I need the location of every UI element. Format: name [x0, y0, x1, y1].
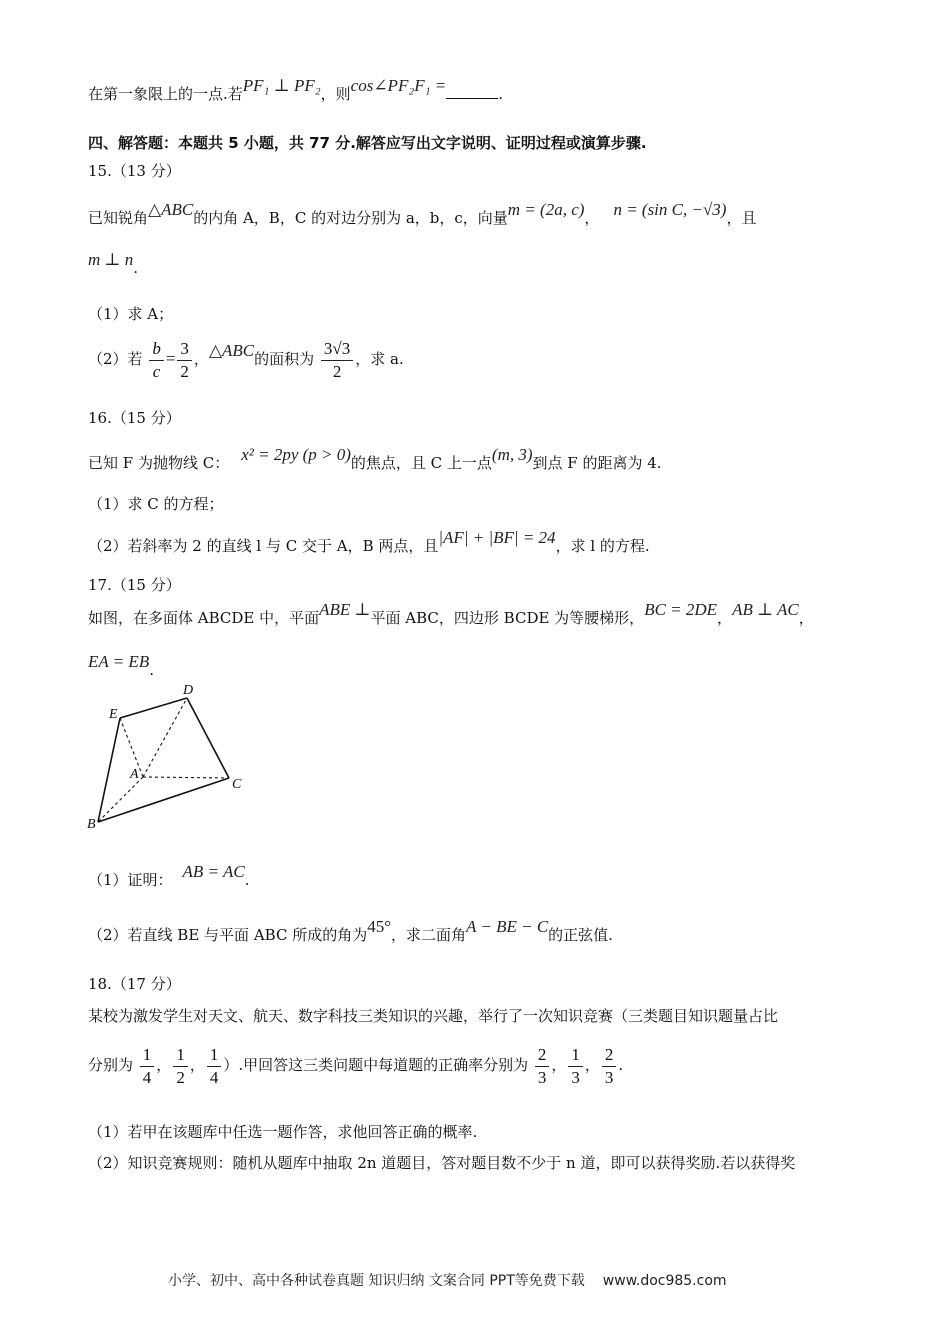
math-expr: PF₁ ⊥ PF₂: [242, 76, 321, 95]
edge-ED: [120, 698, 187, 718]
numerator: 1: [568, 1044, 583, 1067]
text: .: [244, 871, 250, 889]
math-expr: cos∠PF₂F₁ =: [350, 76, 447, 95]
text: ，则: [320, 85, 351, 103]
text: 已知 F 为抛物线 C：: [88, 454, 230, 472]
denominator: 4: [209, 1067, 219, 1087]
vertex-label-B: B: [87, 817, 96, 830]
denominator: 4: [142, 1067, 152, 1087]
text: （2）若斜率为 2 的直线 l 与 C 交于 A，B 两点，且: [88, 537, 439, 555]
edge-AC: [143, 777, 229, 778]
text: ，: [798, 609, 814, 627]
text: （2）若: [88, 350, 143, 368]
denominator: 2: [332, 361, 342, 381]
text: 如图，在多面体 ABCDE 中，平面: [88, 609, 320, 627]
math-expr: AB = AC: [182, 862, 245, 881]
numerator: b: [149, 338, 164, 361]
footer-text: 小学、初中、高中各种试卷真题 知识归纳 文案合同 PPT等免费下载: [168, 1273, 585, 1289]
text: ，: [551, 1056, 567, 1074]
math-expr: |AF| + |BF| = 24: [438, 528, 556, 547]
numerator: 3: [177, 338, 192, 361]
text: 到点 F 的距离为 4.: [532, 454, 662, 472]
text: ，: [193, 350, 209, 368]
question-header: 17.（15 分）: [88, 576, 181, 594]
text: ，: [189, 1056, 205, 1074]
math-expr: n = (sin C, −√3): [613, 200, 727, 219]
math-expr: m ⊥ n: [88, 250, 134, 269]
text: 的面积为: [254, 350, 315, 368]
fraction: [207, 1044, 222, 1089]
sub-question: [88, 528, 650, 556]
fraction: [535, 1044, 550, 1089]
text: ，求 a.: [355, 350, 404, 368]
math-expr: A − BE − C: [466, 917, 549, 936]
text: 在第一象限上的一点.若: [88, 85, 243, 103]
fraction: [177, 338, 192, 383]
text: 已知锐角: [88, 209, 149, 227]
vertex-label-A: A: [130, 767, 139, 782]
numerator: 1: [173, 1044, 188, 1067]
page-footer: [168, 1270, 727, 1290]
text: ，求 l 的方程.: [555, 537, 650, 555]
hidden-edges: [98, 698, 229, 822]
text: .: [133, 259, 139, 277]
denominator: 3: [571, 1067, 580, 1087]
vertex-label-D: D: [183, 683, 194, 698]
math-expr: =: [165, 349, 176, 368]
denominator: 3: [604, 1067, 614, 1087]
fraction: [173, 1044, 188, 1089]
denominator: c: [152, 361, 161, 381]
text: （2）若直线 BE 与平面 ABC 所成的角为: [88, 926, 368, 944]
question-header: 15.（13 分）: [88, 162, 181, 180]
text: ，: [156, 1056, 172, 1074]
fraction: [140, 1044, 155, 1089]
numerator: 1: [207, 1044, 222, 1067]
question-text: [88, 1042, 623, 1089]
text-line: [88, 76, 504, 104]
numerator: 2: [602, 1044, 617, 1067]
text: （1）证明：: [88, 871, 173, 889]
denominator: 3: [537, 1067, 547, 1087]
text: ，: [584, 209, 600, 227]
math-expr: (m, 3): [491, 445, 533, 464]
question-text: [88, 652, 154, 680]
edge-DC: [187, 698, 229, 778]
text: ）.甲回答这三类问题中每道题的正确率分别为: [223, 1056, 529, 1074]
fraction: [602, 1044, 617, 1089]
math-expr: AB ⊥ AC: [732, 600, 799, 619]
text: 平面 ABC，四边形 BCDE 为等腰梯形，: [370, 609, 645, 627]
math-expr: ABE ⊥: [319, 600, 371, 619]
sub-question: [88, 336, 404, 383]
vertex-label-C: C: [232, 777, 242, 792]
section-heading: 四、解答题：本题共 5 小题，共 77 分.解答应写出文字说明、证明过程或演算步骤.: [88, 134, 647, 152]
question-text: [88, 200, 757, 228]
text: .: [149, 661, 154, 679]
fraction: [568, 1044, 583, 1089]
text: .: [498, 85, 504, 103]
numerator: 1: [140, 1044, 155, 1067]
question-header: 18.（17 分）: [88, 975, 181, 993]
polyhedron-figure: [84, 680, 254, 830]
solid-edges: [98, 698, 229, 822]
math-expr: x² = 2py (p > 0): [241, 445, 351, 464]
math-expr: △ABC: [208, 341, 255, 360]
sub-question: （1）若甲在该题库中任选一题作答，求他回答正确的概率.: [88, 1123, 478, 1141]
edge-CB: [98, 778, 229, 822]
question-text: [88, 600, 814, 628]
question-text: [88, 250, 139, 278]
text: 分别为: [88, 1056, 134, 1074]
fraction: [321, 338, 353, 383]
question-text: [88, 445, 662, 473]
sub-question: [88, 862, 250, 890]
fraction: [149, 338, 164, 383]
question-header: 16.（15 分）: [88, 409, 181, 427]
sub-question: （1）求 C 的方程；: [88, 495, 224, 513]
math-expr: BC = 2DE: [644, 600, 718, 619]
edge-BE: [98, 718, 120, 822]
denominator: 2: [176, 1067, 185, 1087]
math-expr: EA = EB: [88, 652, 150, 671]
text: 的正弦值.: [548, 926, 613, 944]
answer-blank: [446, 84, 498, 99]
sub-question: [88, 917, 613, 945]
denominator: 2: [180, 361, 189, 381]
text: ，: [717, 609, 733, 627]
text: ，求二面角: [391, 926, 467, 944]
numerator: 2: [535, 1044, 550, 1067]
math-expr: 45°: [367, 917, 392, 936]
text: 的内角 A，B，C 的对边分别为 a，b，c，向量: [193, 209, 508, 227]
numerator: 3√3: [321, 338, 353, 361]
text: ，且: [726, 209, 757, 227]
question-text: 某校为激发学生对天文、航天、数字科技三类知识的兴趣，举行了一次知识竞赛（三类题目知识题量占比: [88, 1007, 779, 1025]
vertex-label-E: E: [109, 707, 118, 722]
sub-question: （2）知识竞赛规则：随机从题库中抽取 2n 道题目，答对题目数不少于 n 道，即可以获得奖励.若以获得奖: [88, 1154, 796, 1172]
sub-question: （1）求 A；: [88, 305, 174, 323]
text: 的焦点，且 C 上一点: [350, 454, 492, 472]
footer-site-link[interactable]: www.doc985.com: [602, 1273, 727, 1289]
math-expr: m = (2a, c): [507, 200, 585, 219]
math-expr: △ABC: [148, 200, 194, 219]
text: .: [618, 1056, 624, 1074]
text: ，: [584, 1056, 600, 1074]
